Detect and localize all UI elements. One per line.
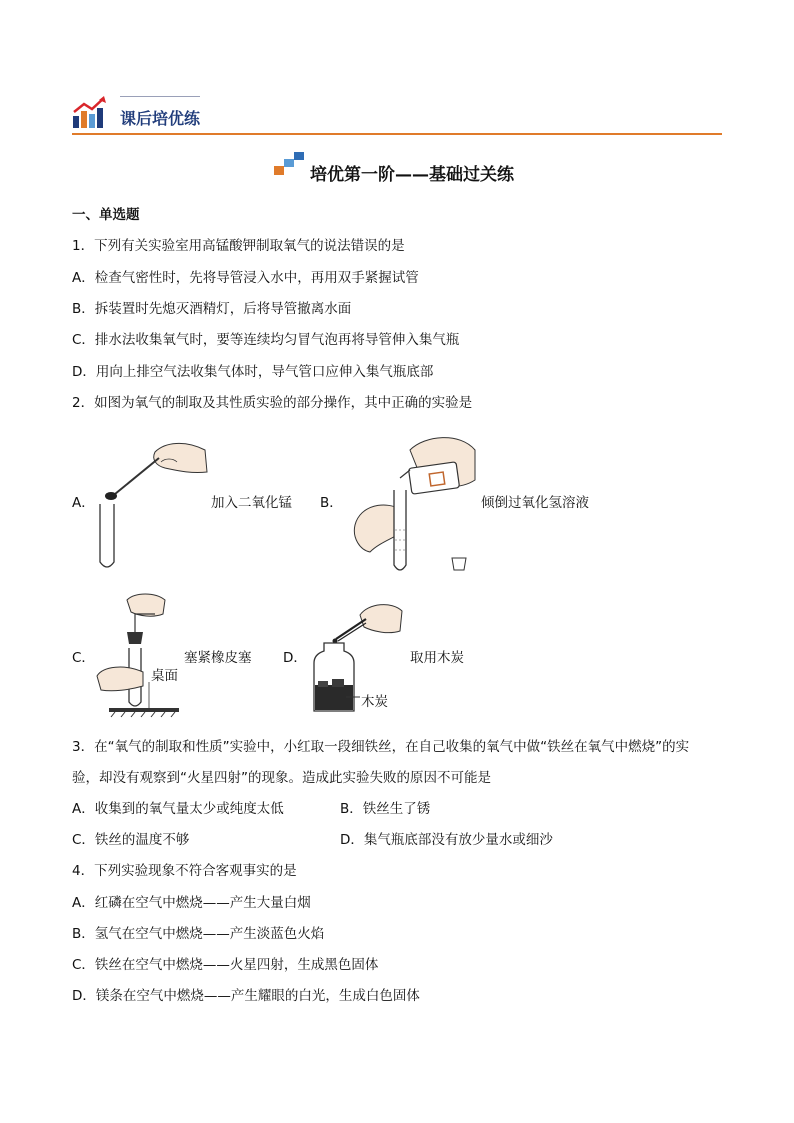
q1-stem: 1．下列有关实验室用高锰酸钾制取氧气的说法错误的是	[72, 238, 405, 254]
q2-option-d-letter: D．	[283, 650, 307, 666]
q3-option-d: D．集气瓶底部没有放少量水或细沙	[340, 832, 553, 848]
take-charcoal-illustration	[310, 597, 405, 717]
q4-stem: 4．下列实验现象不符合客观事实的是	[72, 863, 297, 879]
q3-option-a: A．收集到的氧气量太少或纯度太低	[72, 801, 284, 817]
q1-option-b: B．拆装置时先熄灭酒精灯，后将导管撤离水面	[72, 301, 352, 317]
part-heading: 一、单选题	[72, 207, 140, 223]
header-top-rule	[120, 96, 200, 97]
steps-icon	[274, 152, 306, 176]
insert-rubber-stopper-illustration	[95, 592, 185, 717]
add-manganese-dioxide-illustration	[95, 432, 210, 572]
q4-option-a: A．红磷在空气中燃烧——产生大量白烟	[72, 895, 311, 911]
q4-option-d: D．镁条在空气中燃烧——产生耀眼的白光，生成白色固体	[72, 988, 420, 1004]
q1-option-d: D．用向上排空气法收集气体时，导气管口应伸入集气瓶底部	[72, 364, 434, 380]
q2-option-c-label: 桌面	[151, 668, 178, 684]
q2-option-b-caption: 倾倒过氧化氢溶液	[481, 495, 589, 511]
q4-option-b: B．氢气在空气中燃烧——产生淡蓝色火焰	[72, 926, 325, 942]
q2-option-d-label: 木炭	[361, 694, 388, 710]
q2-option-a-letter: A．	[72, 495, 95, 511]
q1-option-c: C．排水法收集氧气时，要等连续均匀冒气泡再将导管伸入集气瓶	[72, 332, 460, 348]
q2-option-a-caption: 加入二氧化锰	[211, 495, 292, 511]
header-title: 课后培优练	[120, 109, 201, 128]
q4-option-c: C．铁丝在空气中燃烧——火星四射，生成黑色固体	[72, 957, 379, 973]
q2-stem: 2．如图为氧气的制取及其性质实验的部分操作，其中正确的实验是	[72, 395, 473, 411]
q3-stem-line1: 3．在“氧气的制取和性质”实验中，小红取一段细铁丝，在自己收集的氧气中做“铁丝在氧气中燃烧”的实	[72, 739, 690, 755]
q2-option-c-caption: 塞紧橡皮塞	[184, 650, 252, 666]
header-divider	[72, 133, 722, 135]
section-title: 培优第一阶——基础过关练	[310, 165, 514, 185]
pour-hydrogen-peroxide-illustration	[350, 430, 480, 580]
q1-option-a: A．检查气密性时，先将导管浸入水中，再用双手紧握试管	[72, 270, 419, 286]
q3-option-c: C．铁丝的温度不够	[72, 832, 190, 848]
q2-option-b-letter: B．	[320, 495, 343, 511]
chart-logo-icon	[72, 96, 108, 130]
q2-option-c-letter: C．	[72, 650, 95, 666]
q3-option-b: B．铁丝生了锈	[340, 801, 431, 817]
q2-option-d-caption: 取用木炭	[410, 650, 464, 666]
q3-stem-line2: 验，却没有观察到“火星四射”的现象。造成此实验失败的原因不可能是	[72, 770, 491, 786]
